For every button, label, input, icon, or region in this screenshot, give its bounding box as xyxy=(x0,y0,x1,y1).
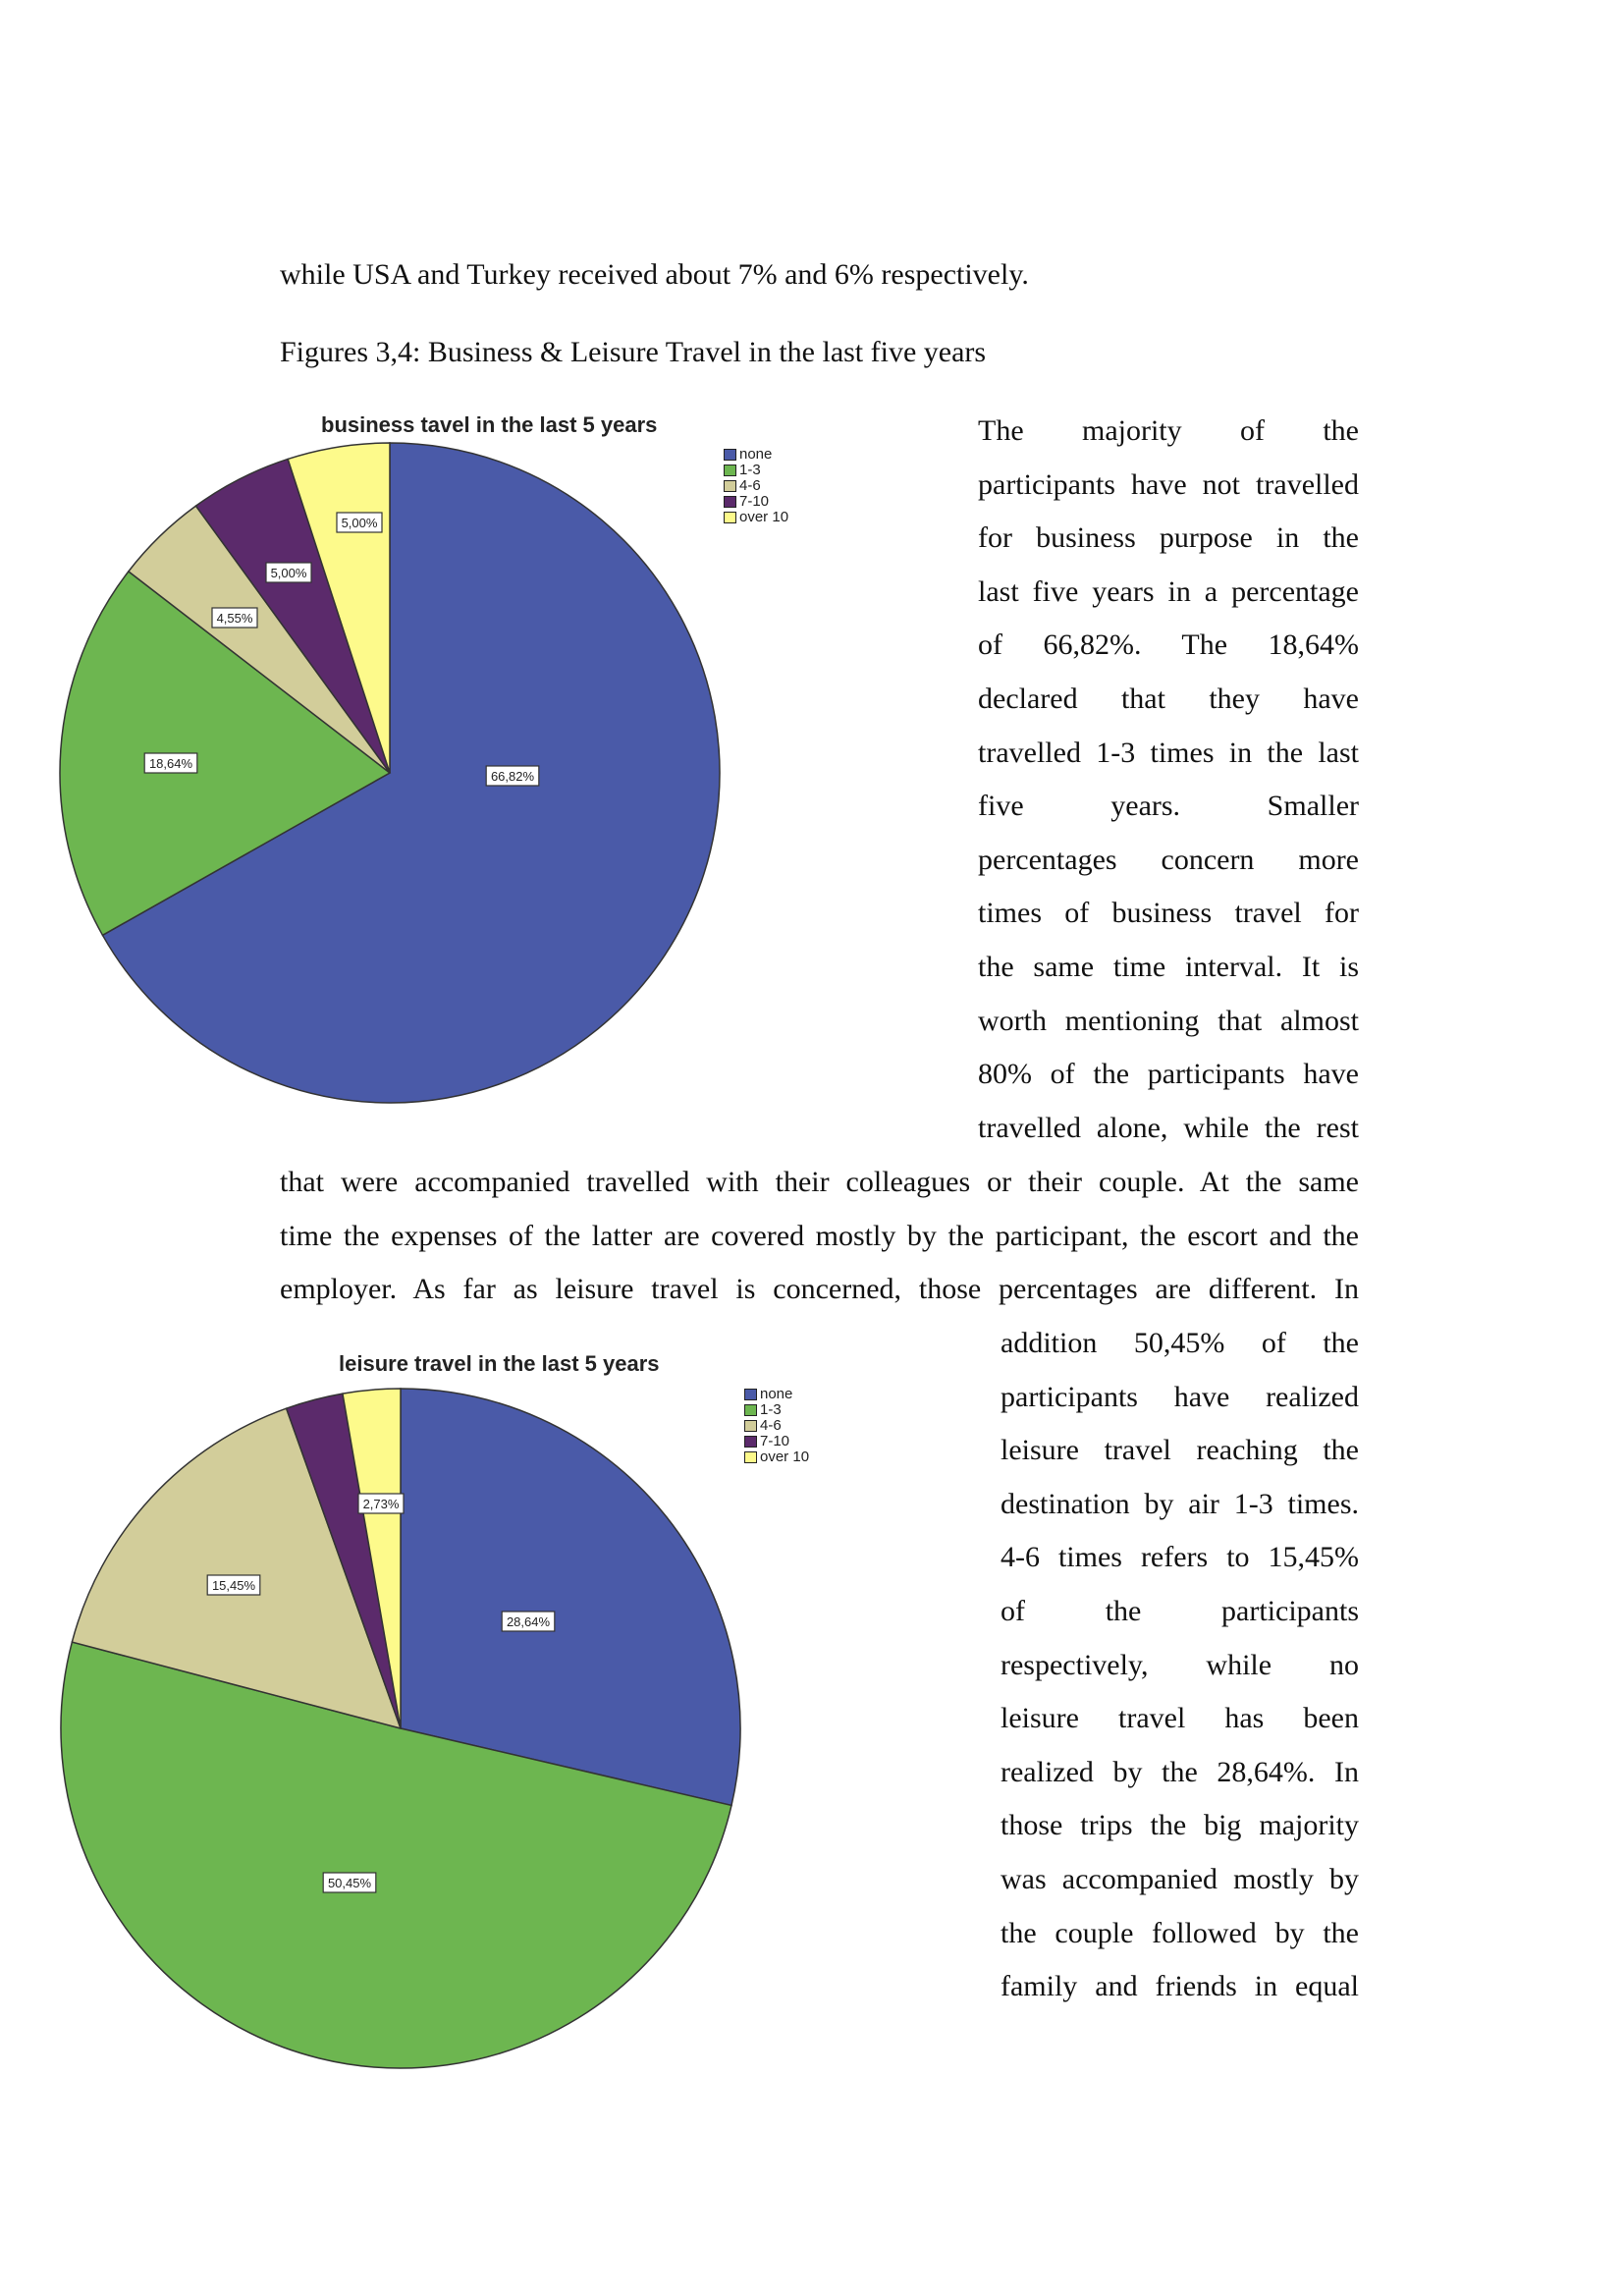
text-line: was accompanied mostly by xyxy=(1001,1863,1359,1895)
legend-item xyxy=(744,1418,809,1434)
text-line: travelled alone, while the rest xyxy=(978,1111,1359,1144)
text-line: leisure travel reaching the xyxy=(1001,1434,1359,1467)
legend-swatch xyxy=(744,1420,757,1432)
text-line: leisure travel has been xyxy=(1001,1702,1359,1735)
pie-data-label-text: 15,45% xyxy=(211,1578,256,1593)
legend-label: 1-3 xyxy=(760,1401,782,1418)
text-line: the couple followed by the xyxy=(1001,1916,1359,1949)
legend-label: over 10 xyxy=(739,509,789,525)
text-line: family and friends in equal xyxy=(1001,1970,1359,2003)
text-line: addition 50,45% of the xyxy=(1001,1327,1359,1359)
text-line: The majority of the xyxy=(978,414,1359,447)
legend-label: over 10 xyxy=(760,1449,810,1465)
text-line: participants have realized xyxy=(1001,1380,1359,1413)
pie-data-label xyxy=(358,1494,404,1513)
pie-data-label-text: 28,64% xyxy=(506,1614,551,1629)
pie-data-label-text: 18,64% xyxy=(148,756,193,771)
legend-swatch xyxy=(744,1451,757,1463)
leisure-chart-legend xyxy=(744,1387,809,1465)
legend-label: none xyxy=(739,446,773,463)
text-line: of 66,82%. The 18,64% xyxy=(978,629,1359,662)
pie-data-label xyxy=(207,1575,260,1595)
pie-data-label-text: 4,55% xyxy=(216,611,253,626)
text-line: travelled 1-3 times in the last xyxy=(978,736,1359,769)
legend-swatch xyxy=(744,1389,757,1400)
text-line: worth mentioning that almost xyxy=(978,1004,1359,1037)
figure-caption: Figures 3,4: Business & Leisure Travel in the last five years xyxy=(280,336,987,368)
legend-label: 4-6 xyxy=(739,477,761,494)
text-line: realized by the 28,64%. In xyxy=(1001,1755,1359,1788)
legend-label: 7-10 xyxy=(739,493,770,510)
legend-item xyxy=(744,1402,809,1418)
intro-line: while USA and Turkey received about 7% and 6% respectively. xyxy=(280,258,1029,291)
pie-data-label-text: 2,73% xyxy=(362,1497,400,1511)
pie-data-label xyxy=(323,1873,376,1892)
legend-item xyxy=(744,1434,809,1449)
text-line: five years. Smaller xyxy=(978,790,1359,823)
legend-label: 7-10 xyxy=(760,1433,790,1449)
text-line: 4-6 times refers to 15,45% xyxy=(1001,1541,1359,1574)
pie-data-label-text: 5,00% xyxy=(341,516,378,530)
pie-data-label xyxy=(502,1612,555,1631)
pie-data-label-text: 5,00% xyxy=(270,566,307,580)
text-line: employer. As far as leisure travel is concerned, those percentages are different. In xyxy=(280,1273,1359,1305)
legend-label: 4-6 xyxy=(760,1417,782,1434)
text-line: that were accompanied travelled with their colleagues or their couple. At the same xyxy=(280,1166,1359,1198)
legend-label: 1-3 xyxy=(739,462,761,478)
text-line: for business purpose in the xyxy=(978,521,1359,555)
legend-item xyxy=(744,1449,809,1465)
text-line: declared that they have xyxy=(978,683,1359,715)
pie-data-label-text: 66,82% xyxy=(490,769,535,784)
text-line: destination by air 1-3 times. xyxy=(1001,1487,1359,1520)
text-line: respectively, while no xyxy=(1001,1648,1359,1681)
business-chart-title: business tavel in the last 5 years xyxy=(321,412,658,437)
legend-label: none xyxy=(760,1386,793,1402)
pie-data-label-text: 50,45% xyxy=(327,1876,372,1890)
legend-item xyxy=(744,1387,809,1402)
text-line: participants have not travelled xyxy=(978,467,1359,501)
text-line: times of business travel for xyxy=(978,897,1359,930)
text-line: those trips the big majority xyxy=(1001,1809,1359,1842)
leisure-chart-title: leisure travel in the last 5 years xyxy=(339,1351,660,1376)
text-line: 80% of the participants have xyxy=(978,1058,1359,1091)
text-line: time the expenses of the latter are covered mostly by the participant, the escort and the xyxy=(280,1219,1359,1252)
text-line: percentages concern more xyxy=(978,843,1359,876)
legend-swatch xyxy=(744,1404,757,1416)
text-line: of the participants xyxy=(1001,1595,1359,1627)
legend-swatch xyxy=(744,1436,757,1448)
text-line: last five years in a percentage xyxy=(978,574,1359,608)
text-line: the same time interval. It is xyxy=(978,951,1359,983)
